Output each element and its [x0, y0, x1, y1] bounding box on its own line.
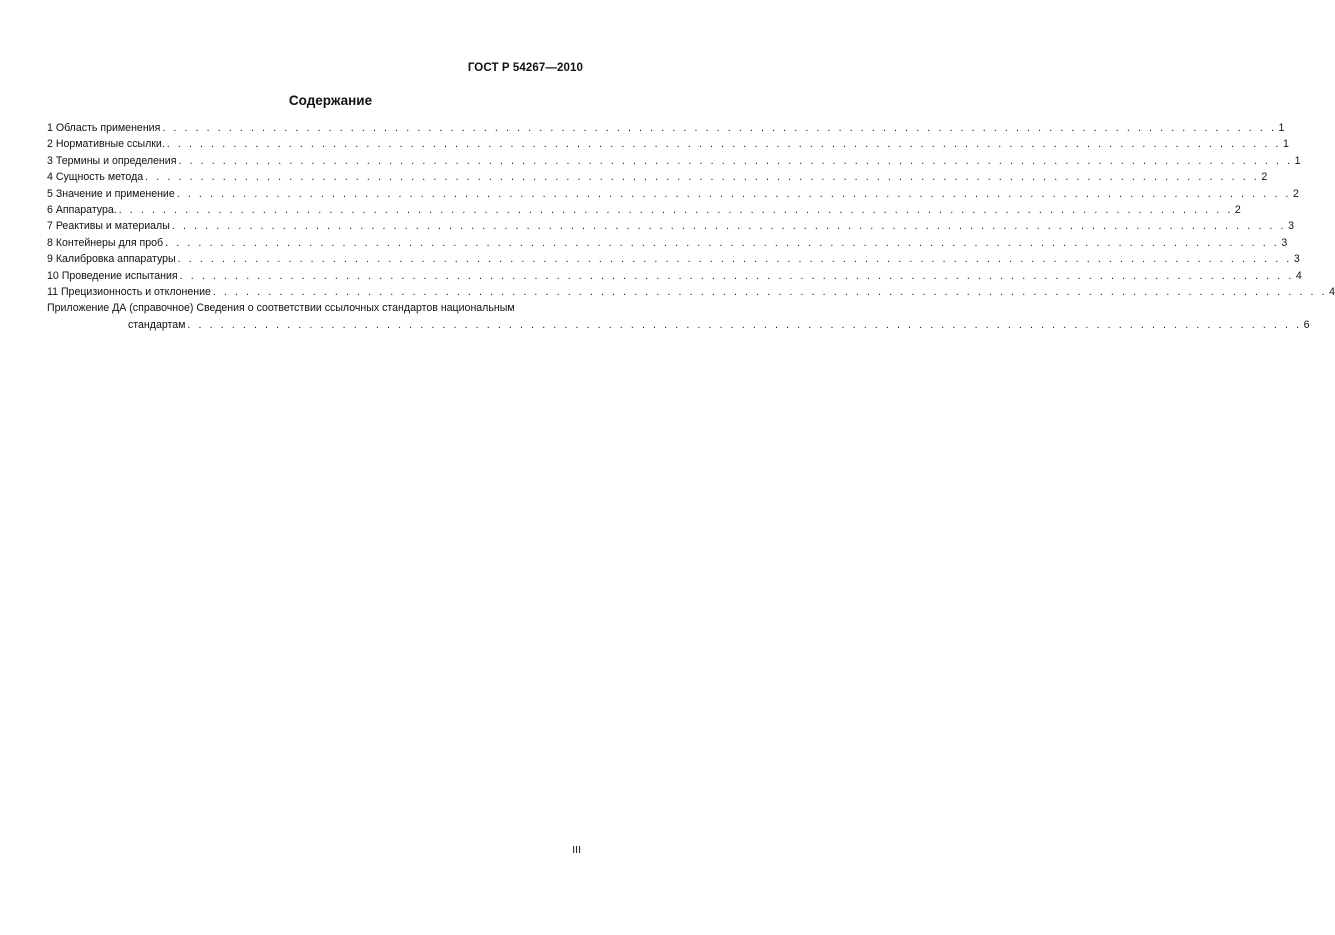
toc-leader-dots: . . . . . . . . . . . . . . . . . . . . . . . . . . . . . . . . . . . . . . . . . . . . . . . . . . . . . . . . . . . . . . . . . . . . . . . . . . . . . . . . . . . . . . . . . . . . . . . . . . . . . — [171, 220, 1287, 233]
toc-appendix-line2: стандартам — [128, 318, 186, 331]
toc-title: Содержание — [288, 93, 373, 108]
toc-entry[interactable] — [47, 218, 1294, 234]
toc-entry[interactable] — [47, 268, 1302, 284]
toc-entry-page: 3 — [1288, 220, 1294, 233]
toc-appendix-entry[interactable] — [47, 300, 1310, 333]
toc-leader-dots: . . . . . . . . . . . . . . . . . . . . . . . . . . . . . . . . . . . . . . . . . . . . . . . . . . . . . . . . . . . . . . . . . . . . . . . . . . . . . . . . . . . . . . . . . . . . . . . . . . . . . — [176, 187, 1291, 200]
toc-entry-page: 1 — [1278, 122, 1285, 134]
toc-leader-dots: . . . . . . . . . . . . . . . . . . . . . . . . . . . . . . . . . . . . . . . . . . . . . . . . . . . . . . . . . . . . . . . . . . . . . . . . . . . . . . . . . . . . . . . . . . . . . . . . . . . . . — [162, 122, 1277, 134]
toc-appendix-page: 6 — [1303, 318, 1310, 331]
toc-leader-dots: . . . . . . . . . . . . . . . . . . . . . . . . . . . . . . . . . . . . . . . . . . . . . . . . . . . . . . . . . . . . . . . . . . . . . . . . . . . . . . . . . . . . . . . . . . . . . . . . . . . . . — [177, 253, 1292, 266]
toc-entry-label: 2 Нормативные ссылки. — [47, 138, 165, 151]
toc-leader-dots: . . . . . . . . . . . . . . . . . . . . . . . . . . . . . . . . . . . . . . . . . . . . . . . . . . . . . . . . . . . . . . . . . . . . . . . . . . . . . . . . . . . . . . . . . . . . . . . . . . . . . — [166, 138, 1281, 151]
toc-entry-page: 1 — [1283, 138, 1289, 151]
toc-entry-page: 1 — [1294, 154, 1301, 167]
toc-entry-label: 8 Контейнеры для проб — [47, 236, 164, 249]
toc-entry[interactable] — [47, 153, 1301, 169]
toc-entry-page: 2 — [1292, 187, 1299, 200]
toc-entry[interactable] — [47, 169, 1268, 185]
toc-entry-page: 2 — [1234, 204, 1241, 217]
toc-entry-label: 9 Калибровка аппаратуры — [47, 253, 176, 266]
toc-entry-label: 6 Аппаратура. — [47, 204, 117, 217]
toc-entry-label: 5 Значение и применение — [47, 187, 175, 200]
toc-entry-label: 3 Термины и определения — [47, 154, 177, 167]
toc-entry[interactable] — [47, 202, 1241, 218]
toc-leader-dots: . . . . . . . . . . . . . . . . . . . . . . . . . . . . . . . . . . . . . . . . . . . . . . . . . . . . . . . . . . . . . . . . . . . . . . . . . . . . . . . . . . . . . . . . . . . . . . . . . . . . . — [179, 269, 1294, 282]
toc-entry-label: 7 Реактивы и материалы — [47, 220, 170, 233]
toc-entry[interactable] — [47, 284, 1335, 300]
toc-entry-page: 4 — [1295, 269, 1302, 282]
toc-entry[interactable] — [47, 186, 1299, 202]
toc-entry-page: 3 — [1293, 253, 1300, 266]
document-code: ГОСТ Р 54267—2010 — [467, 62, 583, 74]
toc-entry-label: 1 Область применения — [47, 122, 161, 134]
toc-entry-page: 2 — [1261, 171, 1268, 184]
toc-leader-dots: . . . . . . . . . . . . . . . . . . . . . . . . . . . . . . . . . . . . . . . . . . . . . . . . . . . . . . . . . . . . . . . . . . . . . . . . . . . . . . . . . . . . . . . . . . . . . . . . . . . . . — [145, 171, 1260, 184]
toc-leader-dots: . . . . . . . . . . . . . . . . . . . . . . . . . . . . . . . . . . . . . . . . . . . . . . . . . . . . . . . . . . . . . . . . . . . . . . . . . . . . . . . . . . . . . . . . . . . . . . . . . . . . . — [178, 154, 1293, 167]
toc-entry-page: 4 — [1329, 286, 1335, 299]
page-number: III — [572, 844, 581, 856]
toc-entry-label: 11 Прецизионность и отклонение — [47, 286, 211, 299]
toc-entry-label: 10 Проведение испытания — [47, 269, 178, 282]
toc-entry[interactable] — [47, 136, 1289, 152]
toc-leader-dots: . . . . . . . . . . . . . . . . . . . . . . . . . . . . . . . . . . . . . . . . . . . . . . . . . . . . . . . . . . . . . . . . . . . . . . . . . . . . . . . . . . . . . . . . . . . . . . . . . . . . . — [212, 286, 1328, 299]
toc-entry[interactable] — [47, 251, 1300, 267]
toc-entry-page: 3 — [1281, 236, 1288, 249]
toc-entry[interactable] — [47, 120, 1285, 136]
toc-leader-dots: . . . . . . . . . . . . . . . . . . . . . . . . . . . . . . . . . . . . . . . . . . . . . . . . . . . . . . . . . . . . . . . . . . . . . . . . . . . . . . . . . . . . . . . . . . . . . . . . . . . . . — [118, 204, 1233, 217]
toc-leader-dots: . . . . . . . . . . . . . . . . . . . . . . . . . . . . . . . . . . . . . . . . . . . . . . . . . . . . . . . . . . . . . . . . . . . . . . . . . . . . . . . . . . . . . . . . . . . . . . . . . . . . . — [165, 236, 1280, 249]
toc-entry-label: 4 Сущность метода — [47, 171, 144, 184]
toc-leader-dots: . . . . . . . . . . . . . . . . . . . . . . . . . . . . . . . . . . . . . . . . . . . . . . . . . . . . . . . . . . . . . . . . . . . . . . . . . . . . . . . . . . . . . . . . . . . . . . . . . . . . . — [187, 318, 1302, 331]
table-of-contents — [47, 120, 1335, 333]
toc-entry[interactable] — [47, 235, 1288, 251]
toc-appendix-line1: Приложение ДА (справочное) Сведения о соответствии ссылочных стандартов национальным — [47, 302, 515, 315]
